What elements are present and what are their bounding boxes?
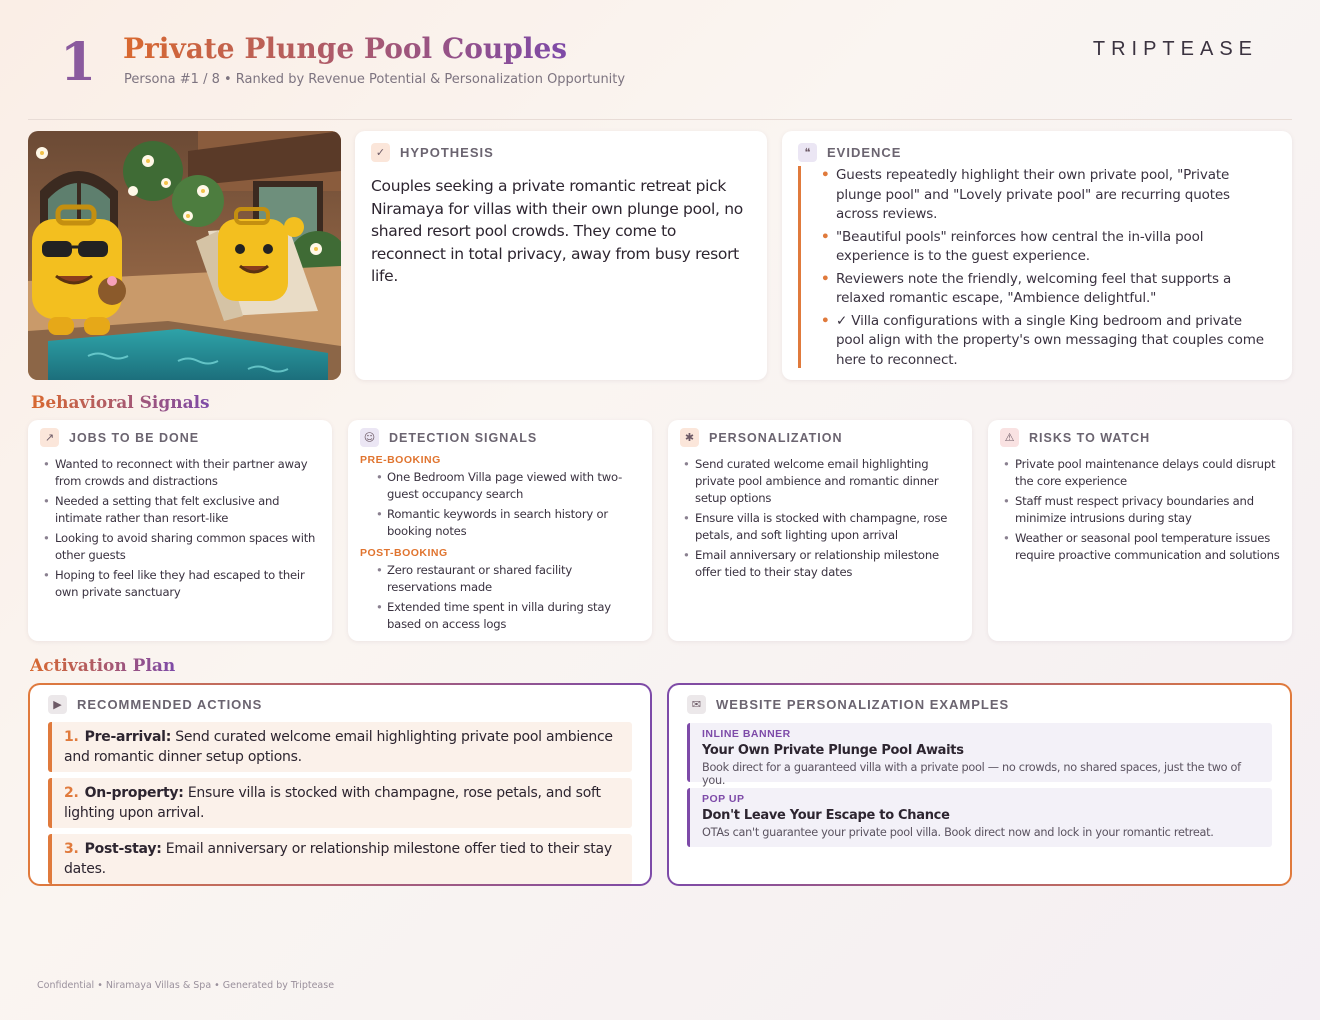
list-item: • Romantic keywords in search history or booking notes (360, 506, 640, 540)
action-number: 1. (64, 729, 79, 745)
website-personalization-panel (667, 683, 1292, 886)
page-footer: Confidential • Niramaya Villas & Spa • Generated by Triptease (37, 980, 335, 991)
personalization-title: PERSONALIZATION (709, 430, 843, 445)
risks-card (988, 420, 1292, 641)
list-item: • Staff must respect privacy boundaries and minimize intrusions during stay (1000, 493, 1280, 527)
jobs-title: JOBS TO BE DONE (69, 430, 200, 445)
detection-signals-card (348, 420, 652, 641)
example-body: OTAs can't guarantee your private pool villa. Book direct now and lock in your romantic retreat. (702, 826, 1214, 839)
smiley-icon: ☺ (360, 428, 379, 447)
action-key: On-property: (84, 785, 184, 801)
action-key: Pre-arrival: (84, 729, 172, 745)
action-text: Ensure villa is stocked with champagne, rose petals, and soft lighting upon arrival. (64, 785, 601, 821)
trend-arrow-icon: ↗ (40, 428, 59, 447)
hypothesis-card (355, 131, 767, 380)
evidence-body (798, 166, 1268, 368)
list-item: • Wanted to reconnect with their partner away from crowds and distractions (40, 456, 320, 490)
detection-title: DETECTION SIGNALS (389, 430, 538, 445)
personalization-card (668, 420, 972, 641)
list-item: • Looking to avoid sharing common spaces with other guests (40, 530, 320, 564)
website-title: WEBSITE PERSONALIZATION EXAMPLES (716, 697, 1010, 712)
list-item: • Extended time spent in villa during stay based on access logs (360, 599, 640, 633)
recommended-actions-panel (28, 683, 652, 886)
envelope-icon: ✉ (687, 695, 706, 714)
evidence-item: • Guests repeatedly highlight their own private pool, "Private plunge pool" and "Lovely private pool" are recurring quotes across reviews. (821, 166, 1268, 225)
quote-icon: ❝ (798, 143, 817, 162)
example-type: POP UP (702, 793, 745, 805)
persona-number: 1 (60, 32, 97, 93)
hypothesis-text: Couples seeking a private romantic retreat pick Niramaya for villas with their own plunge pool, no shared resort pool crowds. They come to reconnect in total privacy, away from busy resort life. (371, 177, 743, 285)
evidence-card (782, 131, 1292, 380)
play-icon: ▶ (48, 695, 67, 714)
risks-title: RISKS TO WATCH (1029, 430, 1151, 445)
example-headline: Your Own Private Plunge Pool Awaits (702, 743, 964, 758)
activation-plan-heading: Activation Plan (30, 656, 176, 676)
page-header (28, 30, 1292, 120)
popup-example (687, 788, 1272, 847)
example-type: INLINE BANNER (702, 728, 791, 740)
list-item: • Send curated welcome email highlighting private pool ambience and romantic dinner setup options (680, 456, 960, 507)
evidence-item: • Reviewers note the friendly, welcoming feel that supports a relaxed romantic escape, "Ambience delightful." (821, 270, 1268, 309)
action-item (48, 778, 632, 828)
action-item (48, 834, 632, 884)
action-number: 3. (64, 841, 79, 857)
actions-title: RECOMMENDED ACTIONS (77, 697, 263, 712)
action-item (48, 722, 632, 772)
list-item: • Private pool maintenance delays could disrupt the core experience (1000, 456, 1280, 490)
check-icon: ✓ (371, 143, 390, 162)
inline-banner-example (687, 723, 1272, 787)
brand-logo: TRIPTEASE (1092, 38, 1258, 60)
post-booking-label: POST-BOOKING (360, 547, 448, 559)
list-item: • Zero restaurant or shared facility reservations made (360, 562, 640, 596)
list-item: • Email anniversary or relationship milestone offer tied to their stay dates (680, 547, 960, 581)
list-item: • One Bedroom Villa page viewed with two-guest occupancy search (360, 469, 640, 503)
behavioral-signals-heading: Behavioral Signals (31, 393, 210, 413)
list-item: • Ensure villa is stocked with champagne, rose petals, and soft lighting upon arrival (680, 510, 960, 544)
evidence-item: • "Beautiful pools" reinforces how central the in-villa pool experience is to the guest experience. (821, 228, 1268, 267)
action-number: 2. (64, 785, 79, 801)
hero-illustration (28, 131, 341, 380)
sparkle-icon: ✱ (680, 428, 699, 447)
evidence-item: • ✓ Villa configurations with a single King bedroom and private pool align with the property's own messaging that couples come here to reconnect. (821, 312, 1268, 371)
jobs-to-be-done-card (28, 420, 332, 641)
action-key: Post-stay: (84, 841, 162, 857)
list-item: • Needed a setting that felt exclusive and intimate rather than resort-like (40, 493, 320, 527)
evidence-title: EVIDENCE (827, 145, 902, 160)
list-item: • Hoping to feel like they had escaped to their own private sanctuary (40, 567, 320, 601)
action-text: Email anniversary or relationship milestone offer tied to their stay dates. (64, 841, 612, 877)
warning-icon: ⚠ (1000, 428, 1019, 447)
action-text: Send curated welcome email highlighting private pool ambience and romantic dinner setup options. (64, 729, 613, 765)
list-item: • Weather or seasonal pool temperature issues require proactive communication and solutions (1000, 530, 1280, 564)
page-subtitle: Persona #1 / 8 • Ranked by Revenue Potential & Personalization Opportunity (124, 72, 626, 87)
example-body: Book direct for a guaranteed villa with a private pool — no crowds, no shared spaces, just the two of you. (702, 761, 1241, 787)
page-title: Private Plunge Pool Couples (123, 32, 568, 65)
pre-booking-label: PRE-BOOKING (360, 454, 441, 466)
example-headline: Don't Leave Your Escape to Chance (702, 808, 950, 823)
hypothesis-title: HYPOTHESIS (400, 145, 494, 160)
